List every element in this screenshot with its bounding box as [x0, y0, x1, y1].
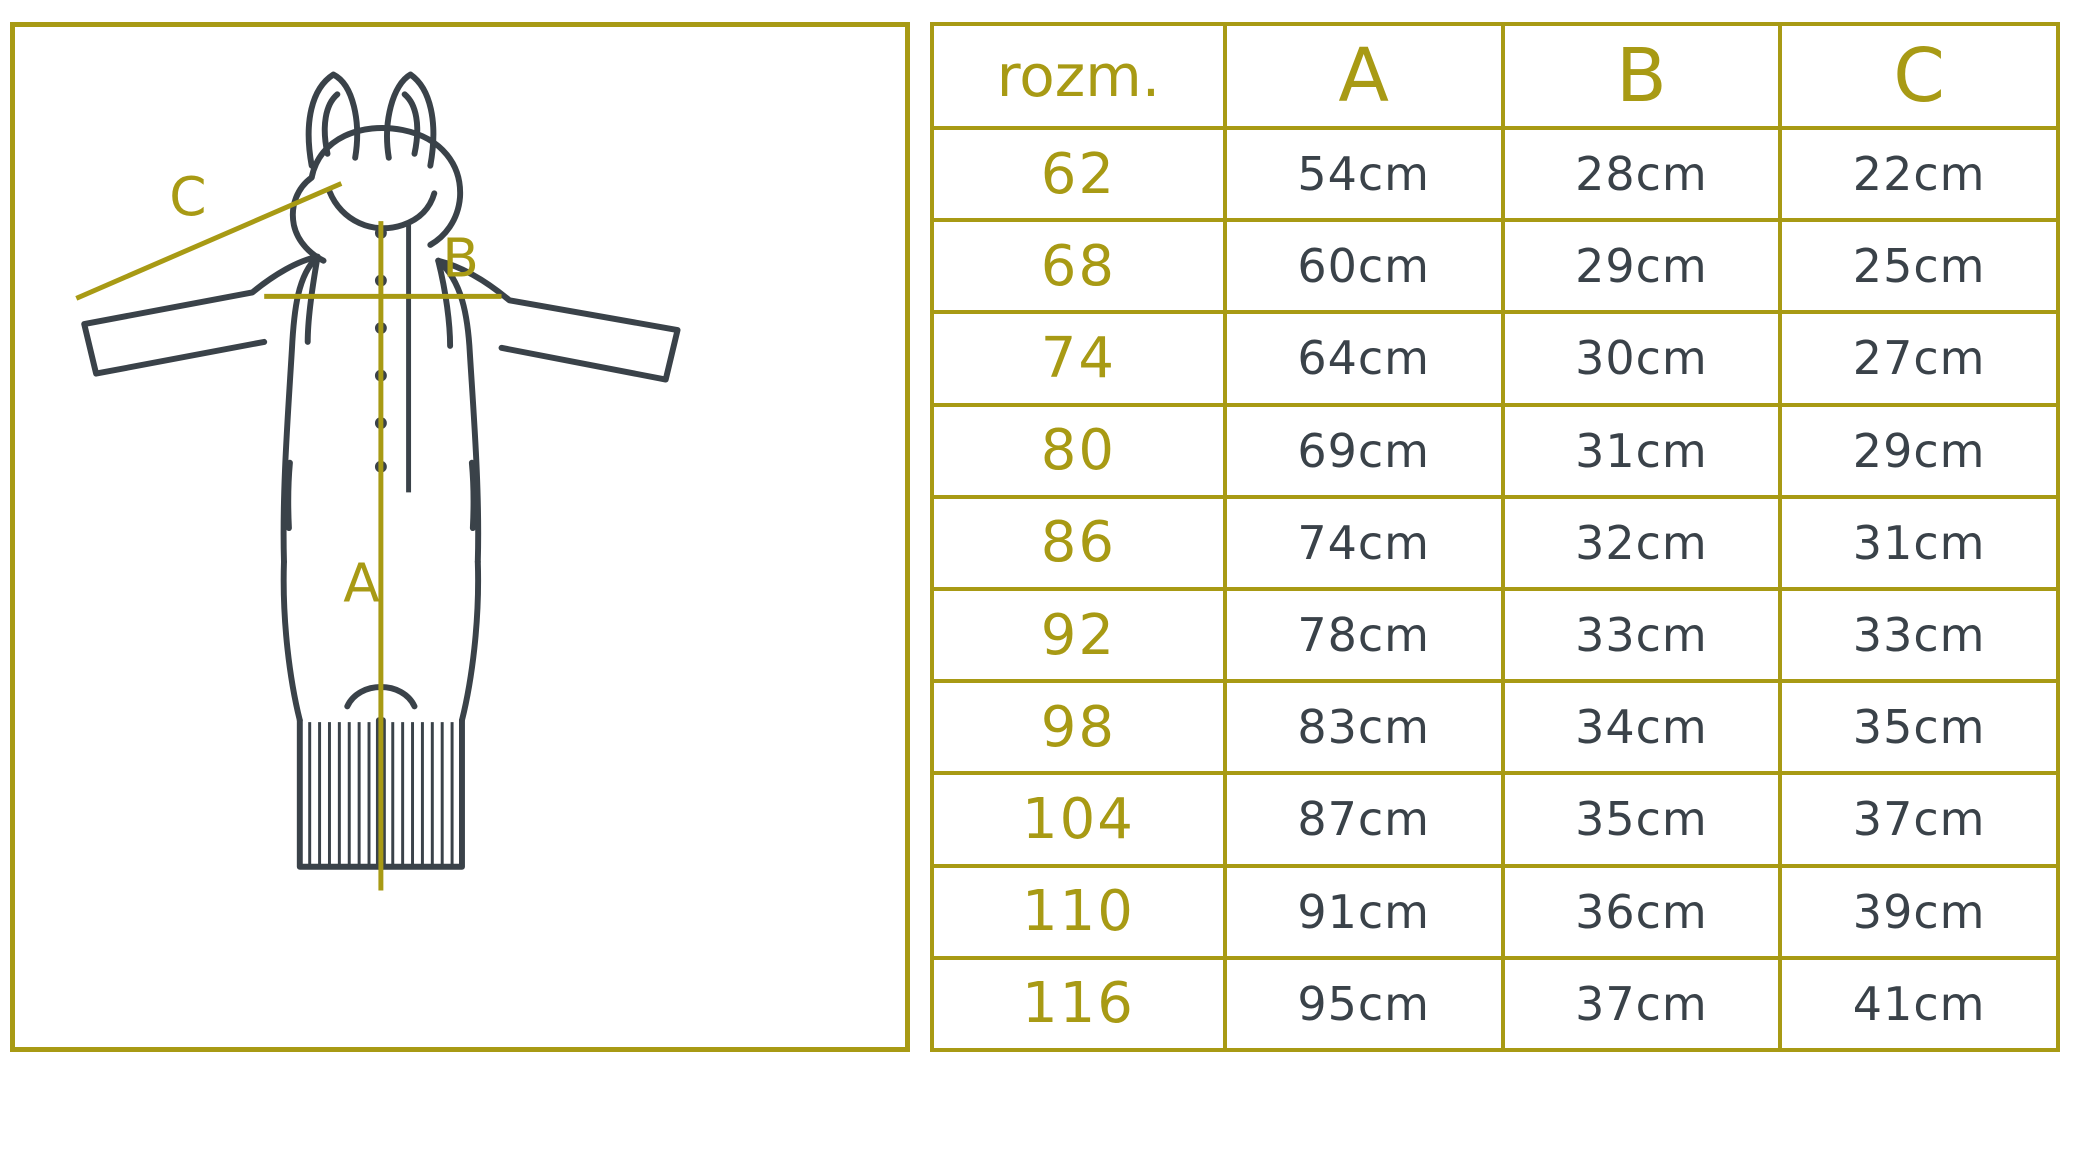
cell-c: 33cm — [1780, 589, 2058, 681]
label-c: C — [169, 165, 207, 229]
cell-a: 74cm — [1225, 497, 1503, 589]
cell-size: 68 — [932, 220, 1225, 312]
cell-c: 35cm — [1780, 681, 2058, 773]
cell-size: 86 — [932, 497, 1225, 589]
table-row — [932, 589, 2058, 681]
cell-c: 41cm — [1780, 958, 2058, 1050]
cell-a: 91cm — [1225, 866, 1503, 958]
table-row — [932, 405, 2058, 497]
table-row — [932, 497, 2058, 589]
table-row — [932, 773, 2058, 865]
table-row — [932, 220, 2058, 312]
cell-size: 110 — [932, 866, 1225, 958]
measurement-lines — [76, 183, 501, 890]
cell-b: 33cm — [1503, 589, 1781, 681]
cell-a: 64cm — [1225, 312, 1503, 404]
cell-c: 22cm — [1780, 128, 2058, 220]
cell-a: 78cm — [1225, 589, 1503, 681]
cell-b: 35cm — [1503, 773, 1781, 865]
cell-b: 36cm — [1503, 866, 1781, 958]
cell-b: 28cm — [1503, 128, 1781, 220]
header-b: B — [1503, 24, 1781, 128]
cell-b: 32cm — [1503, 497, 1781, 589]
cell-c: 39cm — [1780, 866, 2058, 958]
cell-size: 62 — [932, 128, 1225, 220]
header-a: A — [1225, 24, 1503, 128]
cell-size: 80 — [932, 405, 1225, 497]
garment-drawing — [15, 27, 905, 1047]
measurements-table-wrap — [930, 22, 2060, 1052]
cell-c: 29cm — [1780, 405, 2058, 497]
header-c: C — [1780, 24, 2058, 128]
label-b: B — [442, 226, 479, 290]
cell-size: 116 — [932, 958, 1225, 1050]
garment-illustration-panel — [10, 22, 910, 1052]
table-header-row — [932, 24, 2058, 128]
cell-a: 60cm — [1225, 220, 1503, 312]
label-a: A — [343, 551, 380, 615]
cell-c: 31cm — [1780, 497, 2058, 589]
cell-b: 37cm — [1503, 958, 1781, 1050]
table-row — [932, 958, 2058, 1050]
cell-a: 95cm — [1225, 958, 1503, 1050]
cell-c: 25cm — [1780, 220, 2058, 312]
cell-size: 98 — [932, 681, 1225, 773]
cell-c: 27cm — [1780, 312, 2058, 404]
cell-b: 31cm — [1503, 405, 1781, 497]
table-row — [932, 866, 2058, 958]
table-row — [932, 681, 2058, 773]
cell-size: 92 — [932, 589, 1225, 681]
cell-a: 69cm — [1225, 405, 1503, 497]
cell-c: 37cm — [1780, 773, 2058, 865]
cell-a: 54cm — [1225, 128, 1503, 220]
cell-b: 34cm — [1503, 681, 1781, 773]
cell-size: 74 — [932, 312, 1225, 404]
table-row — [932, 312, 2058, 404]
cell-size: 104 — [932, 773, 1225, 865]
table-row — [932, 128, 2058, 220]
cell-a: 87cm — [1225, 773, 1503, 865]
cell-b: 29cm — [1503, 220, 1781, 312]
header-size: rozm. — [932, 24, 1225, 128]
measurements-table — [930, 22, 2060, 1052]
cell-a: 83cm — [1225, 681, 1503, 773]
cell-b: 30cm — [1503, 312, 1781, 404]
